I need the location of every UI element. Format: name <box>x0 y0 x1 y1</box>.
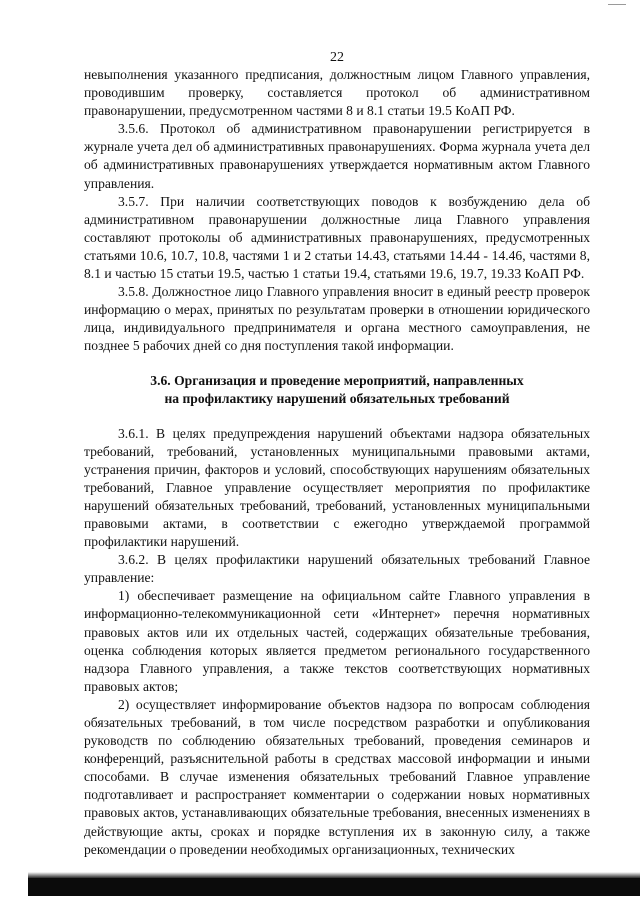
paragraph-3-6-2: 3.6.2. В целях профилактики нарушений обязательных требований Главное управление: <box>84 552 590 586</box>
paragraph-3-5-8: 3.5.8. Должностное лицо Главного управления вносит в единый реестр проверок информацию о мерах, принятых по результатам проверки в отношении юридического лица, индивидуального предпринимателя и органа местного самоуправления, не позднее 5 рабочих дней со дня поступления такой информации. <box>84 284 590 354</box>
paragraph-3-6-1: 3.6.1. В целях предупреждения нарушений объектами надзора обязательных требований, требований, установленных муниципальными правовыми актами, устранения причин, факторов и условий, способствующих нарушениям обязательных требований, Главное управление осуществляет мероприятия по профилактике нарушений обязательных требований, требований, установленных муниципальными правовыми актами, в соответствии с ежегодно утверждаемой программой профилактики нарушений. <box>84 425 590 550</box>
page-number: 22 <box>330 50 344 65</box>
document-page <box>84 0 590 905</box>
paragraph-3-5-7: 3.5.7. При наличии соответствующих поводов к возбуждению дела об административном правонарушении должностные лица Главного управления составляют протоколы об административных правонарушениях, предусмотренных статьями 10.6, 10.7, 10.8, частями 1 и 2 статьи 14.43, статьями 14.44 - 14.46, частями 8, 8.1 и частью 15 статьи 19.5, частью 1 статьи 19.4, статьями 19.6, 19.7, 19.33 КоАП РФ. <box>84 193 590 282</box>
scan-bottom-edge <box>28 878 640 896</box>
list-item-1: 1) обеспечивает размещение на официальном сайте Главного управления в информационно-телекоммуникационной сети «Интернет» перечня нормативных правовых актов или их отдельных частей, содержащих обязательные требования, оценка соблюдения которых является предметом регионального государственного надзора Главного управления, а также текстов соответствующих нормативных правовых актов; <box>84 588 590 694</box>
scan-edge-mark <box>608 4 626 5</box>
section-heading <box>84 372 590 408</box>
section-heading-line-2: на профилактику нарушений обязательных требований <box>164 390 510 406</box>
list-item-2: 2) осуществляет информирование объектов надзора по вопросам соблюдения обязательных требований, в том числе посредством разработки и опубликования руководств по соблюдению обязательных требований, проведения семинаров и конференций, разъяснительной работы в средствах массовой информации и иными способами. В случае изменения обязательных требований Главное управление подготавливает и распространяет комментарии о содержании новых нормативных правовых актов, устанавливающих обязательные требования, внесенных изменениях в действующие акты, сроках и порядке вступления их в законную силу, а также рекомендации о проведении необходимых организационных, технических <box>84 696 590 857</box>
body-text <box>84 66 590 859</box>
paragraph-continued: невыполнения указанного предписания, должностным лицом Главного управления, проводившим проверку, составляется протокол об административном правонарушении, предусмотренном частями 8 и 8.1 статьи 19.5 КоАП РФ. <box>84 67 590 119</box>
section-heading-line-1: 3.6. Организация и проведение мероприятий, направленных <box>150 372 524 388</box>
paragraph-3-5-6: 3.5.6. Протокол об административном правонарушении регистрируется в журнале учета дел об административных правонарушениях. Форма журнала учета дел об административных правонарушениях утверждается нормативным актом Главного управления. <box>84 121 590 191</box>
